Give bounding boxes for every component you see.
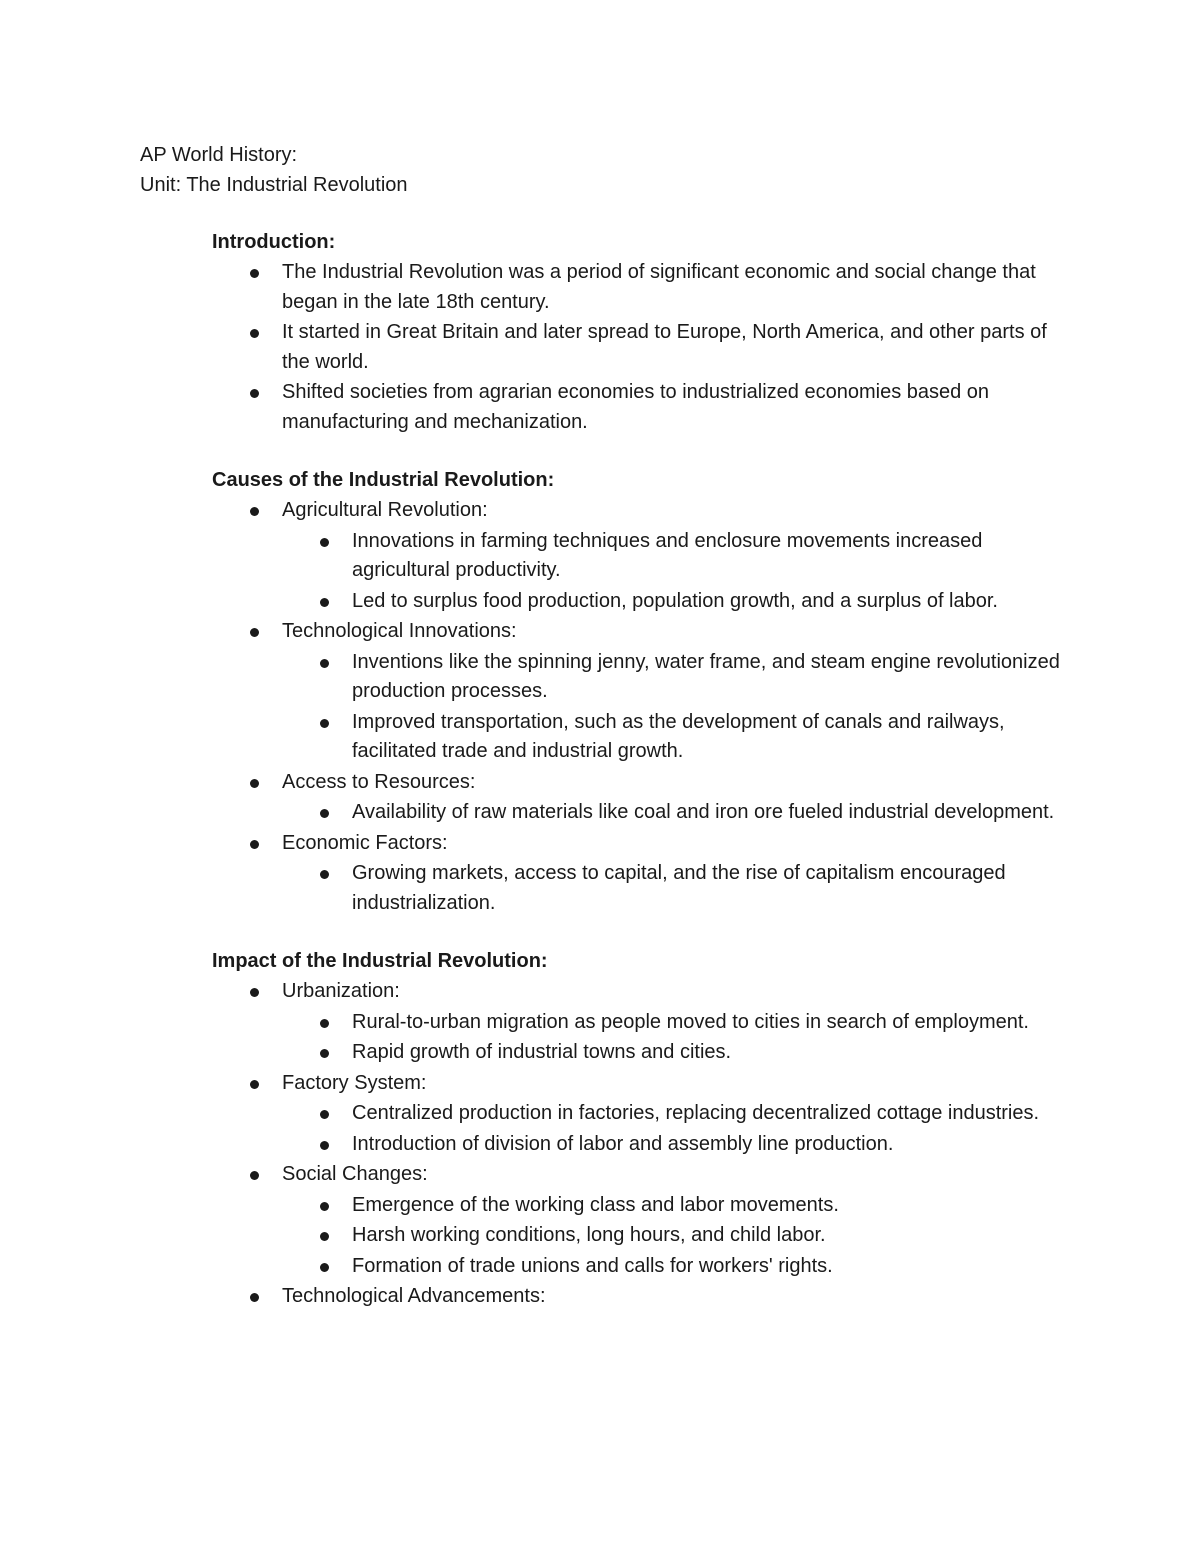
list-item xyxy=(212,829,1080,859)
sub-list-item-text: Formation of trade unions and calls for workers' rights. xyxy=(352,1254,833,1277)
list-item xyxy=(212,1160,1080,1190)
list-item xyxy=(212,768,1080,798)
list-item-text: Urbanization: xyxy=(282,980,400,1002)
sub-bullet-list xyxy=(282,648,1080,767)
sublist-wrapper xyxy=(212,1191,1080,1282)
list-item xyxy=(212,977,1080,1007)
sub-list-item xyxy=(282,798,1080,828)
sub-list-item-text: Innovations in farming techniques and enclosure movements increased agricultural productivity. xyxy=(352,529,983,581)
bullet-icon xyxy=(320,538,329,547)
sub-bullet-list xyxy=(282,527,1080,617)
list-item xyxy=(212,378,1080,437)
sub-list-item xyxy=(282,1191,1080,1221)
section-heading: Introduction: xyxy=(212,231,336,253)
sub-list-item-text: Rapid growth of industrial towns and cities. xyxy=(352,1041,732,1063)
bullet-list xyxy=(212,258,1080,437)
section-heading: Impact of the Industrial Revolution: xyxy=(212,950,548,972)
document-page xyxy=(140,140,1080,1312)
sub-list-item-text: Introduction of division of labor and assembly line production. xyxy=(352,1132,894,1155)
sub-list-item xyxy=(282,1130,1080,1160)
sub-list-item-text: Centralized production in factories, replacing decentralized cottage industries. xyxy=(352,1102,1040,1124)
sub-list-item xyxy=(282,1038,1080,1068)
sub-list-item xyxy=(282,859,1080,918)
bullet-icon xyxy=(320,659,329,668)
bullet-icon xyxy=(250,1293,259,1302)
sub-list-item-text: Inventions like the spinning jenny, water frame, and steam engine revolutionized production processes. xyxy=(352,650,1060,702)
bullet-icon xyxy=(250,988,259,997)
course-title: AP World History: xyxy=(140,144,298,166)
bullet-icon xyxy=(320,598,329,607)
sub-list-item-text: Emergence of the working class and labor movements. xyxy=(352,1193,839,1216)
section-heading: Causes of the Industrial Revolution: xyxy=(212,469,555,491)
list-item-text: Technological Advancements: xyxy=(282,1285,546,1307)
unit-title: Unit: The Industrial Revolution xyxy=(140,174,408,196)
list-item-text: Agricultural Revolution: xyxy=(282,499,488,521)
bullet-icon xyxy=(320,1232,329,1241)
bullet-icon xyxy=(320,1202,329,1211)
sublist-wrapper xyxy=(212,1099,1080,1159)
section-0 xyxy=(212,227,1080,437)
list-item xyxy=(212,318,1080,377)
bullet-icon xyxy=(320,1110,329,1119)
bullet-icon xyxy=(250,1080,259,1089)
sub-list-item-text: Harsh working conditions, long hours, and child labor. xyxy=(352,1224,826,1246)
sub-bullet-list xyxy=(282,1191,1080,1282)
bullet-list xyxy=(212,977,1080,1312)
list-item xyxy=(212,617,1080,647)
sub-bullet-list xyxy=(282,859,1080,918)
list-item-text: It started in Great Britain and later spread to Europe, North America, and other parts of the world. xyxy=(282,321,1047,373)
list-item-text: Shifted societies from agrarian economies to industrialized economies based on manufacturing and mechanization. xyxy=(282,381,990,433)
section-2 xyxy=(212,946,1080,1312)
sub-list-item xyxy=(282,527,1080,586)
list-item xyxy=(212,258,1080,317)
bullet-list xyxy=(212,496,1080,918)
list-item xyxy=(212,1069,1080,1099)
list-item-text: Technological Innovations: xyxy=(282,620,517,642)
sub-list-item xyxy=(282,1008,1080,1038)
sub-list-item xyxy=(282,1099,1080,1129)
bullet-icon xyxy=(250,507,259,516)
sub-bullet-list xyxy=(282,1008,1080,1068)
bullet-icon xyxy=(250,269,259,278)
sub-list-item-text: Led to surplus food production, population growth, and a surplus of labor. xyxy=(352,589,998,612)
sublist-wrapper xyxy=(212,648,1080,767)
sub-list-item xyxy=(282,1252,1080,1282)
sub-list-item-text: Improved transportation, such as the development of canals and railways, facilitated trade and industrial growth. xyxy=(352,710,1005,762)
sub-list-item-text: Growing markets, access to capital, and the rise of capitalism encouraged industrialization. xyxy=(352,862,1006,914)
bullet-icon xyxy=(250,779,259,788)
list-item-text: The Industrial Revolution was a period of significant economic and social change that began in the late 18th century. xyxy=(282,261,1036,313)
bullet-icon xyxy=(250,1171,259,1180)
bullet-icon xyxy=(320,719,329,728)
list-item-text: Access to Resources: xyxy=(282,770,476,793)
sub-list-item xyxy=(282,1221,1080,1251)
list-item-text: Factory System: xyxy=(282,1071,427,1094)
sub-bullet-list xyxy=(282,798,1080,828)
bullet-icon xyxy=(320,1049,329,1058)
sub-list-item xyxy=(282,648,1080,707)
list-item-text: Economic Factors: xyxy=(282,831,448,854)
bullet-icon xyxy=(250,840,259,849)
sublist-wrapper xyxy=(212,1008,1080,1068)
list-item xyxy=(212,496,1080,526)
sublist-wrapper xyxy=(212,527,1080,617)
list-item-text: Social Changes: xyxy=(282,1163,428,1185)
bullet-icon xyxy=(250,389,259,398)
bullet-icon xyxy=(320,1263,329,1272)
sublist-wrapper xyxy=(212,798,1080,828)
list-item xyxy=(212,1282,1080,1312)
notes-body xyxy=(140,227,1080,1312)
section-1 xyxy=(212,465,1080,918)
sub-list-item-text: Rural-to-urban migration as people moved to cities in search of employment. xyxy=(352,1010,1029,1033)
sublist-wrapper xyxy=(212,859,1080,918)
bullet-icon xyxy=(320,1019,329,1028)
sub-list-item-text: Availability of raw materials like coal and iron ore fueled industrial development. xyxy=(352,801,1055,823)
bullet-icon xyxy=(320,809,329,818)
bullet-icon xyxy=(250,628,259,637)
sub-bullet-list xyxy=(282,1099,1080,1159)
sub-list-item xyxy=(282,587,1080,617)
bullet-icon xyxy=(320,1141,329,1150)
bullet-icon xyxy=(320,870,329,879)
bullet-icon xyxy=(250,329,259,338)
sub-list-item xyxy=(282,708,1080,767)
